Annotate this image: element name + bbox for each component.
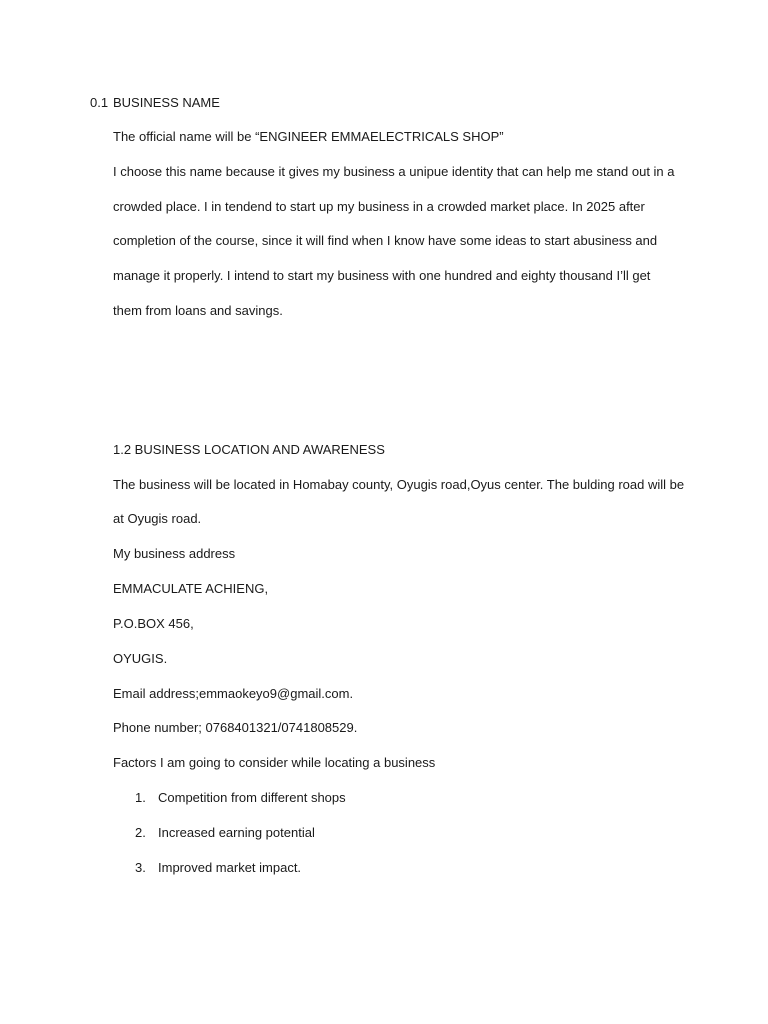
location-line: at Oyugis road. [113,511,202,526]
email-line: Email address;emmaokeyo9@gmail.com. [113,686,354,701]
address-label: My business address [113,546,236,561]
paragraph-line: crowded place. I in tendend to start up my business in a crowded market place. In 2025 after [113,199,645,214]
address-name: EMMACULATE ACHIENG, [113,581,269,596]
paragraph-line: completion of the course, since it will find when I know have some ideas to start abusiness and [113,233,658,248]
list-item: Competition from different shops [158,790,346,805]
phone-line: Phone number; 0768401321/0741808529. [113,720,358,735]
section-heading-location: 1.2 BUSINESS LOCATION AND AWARENESS [113,442,385,457]
paragraph-line: manage it properly. I intend to start my business with one hundred and eighty thousand I’ll get [113,268,651,283]
paragraph-line: I choose this name because it gives my business a unipue identity that can help me stand out in a [113,164,675,179]
official-name-line: The official name will be “ENGINEER EMMAELECTRICALS SHOP” [113,129,504,144]
list-item-number: 2. [135,825,146,840]
section-heading-business-name: BUSINESS NAME [113,95,220,110]
section-number: 0.1 [90,95,109,110]
factors-intro: Factors I am going to consider while locating a business [113,755,436,770]
location-line: The business will be located in Homabay county, Oyugis road,Oyus center. The bulding road will be [113,477,685,492]
list-item-number: 3. [135,860,146,875]
address-town: OYUGIS. [113,651,168,666]
list-item: Improved market impact. [158,860,302,875]
address-box: P.O.BOX 456, [113,616,194,631]
list-item-number: 1. [135,790,146,805]
paragraph-line: them from loans and savings. [113,303,283,318]
list-item: Increased earning potential [158,825,315,840]
